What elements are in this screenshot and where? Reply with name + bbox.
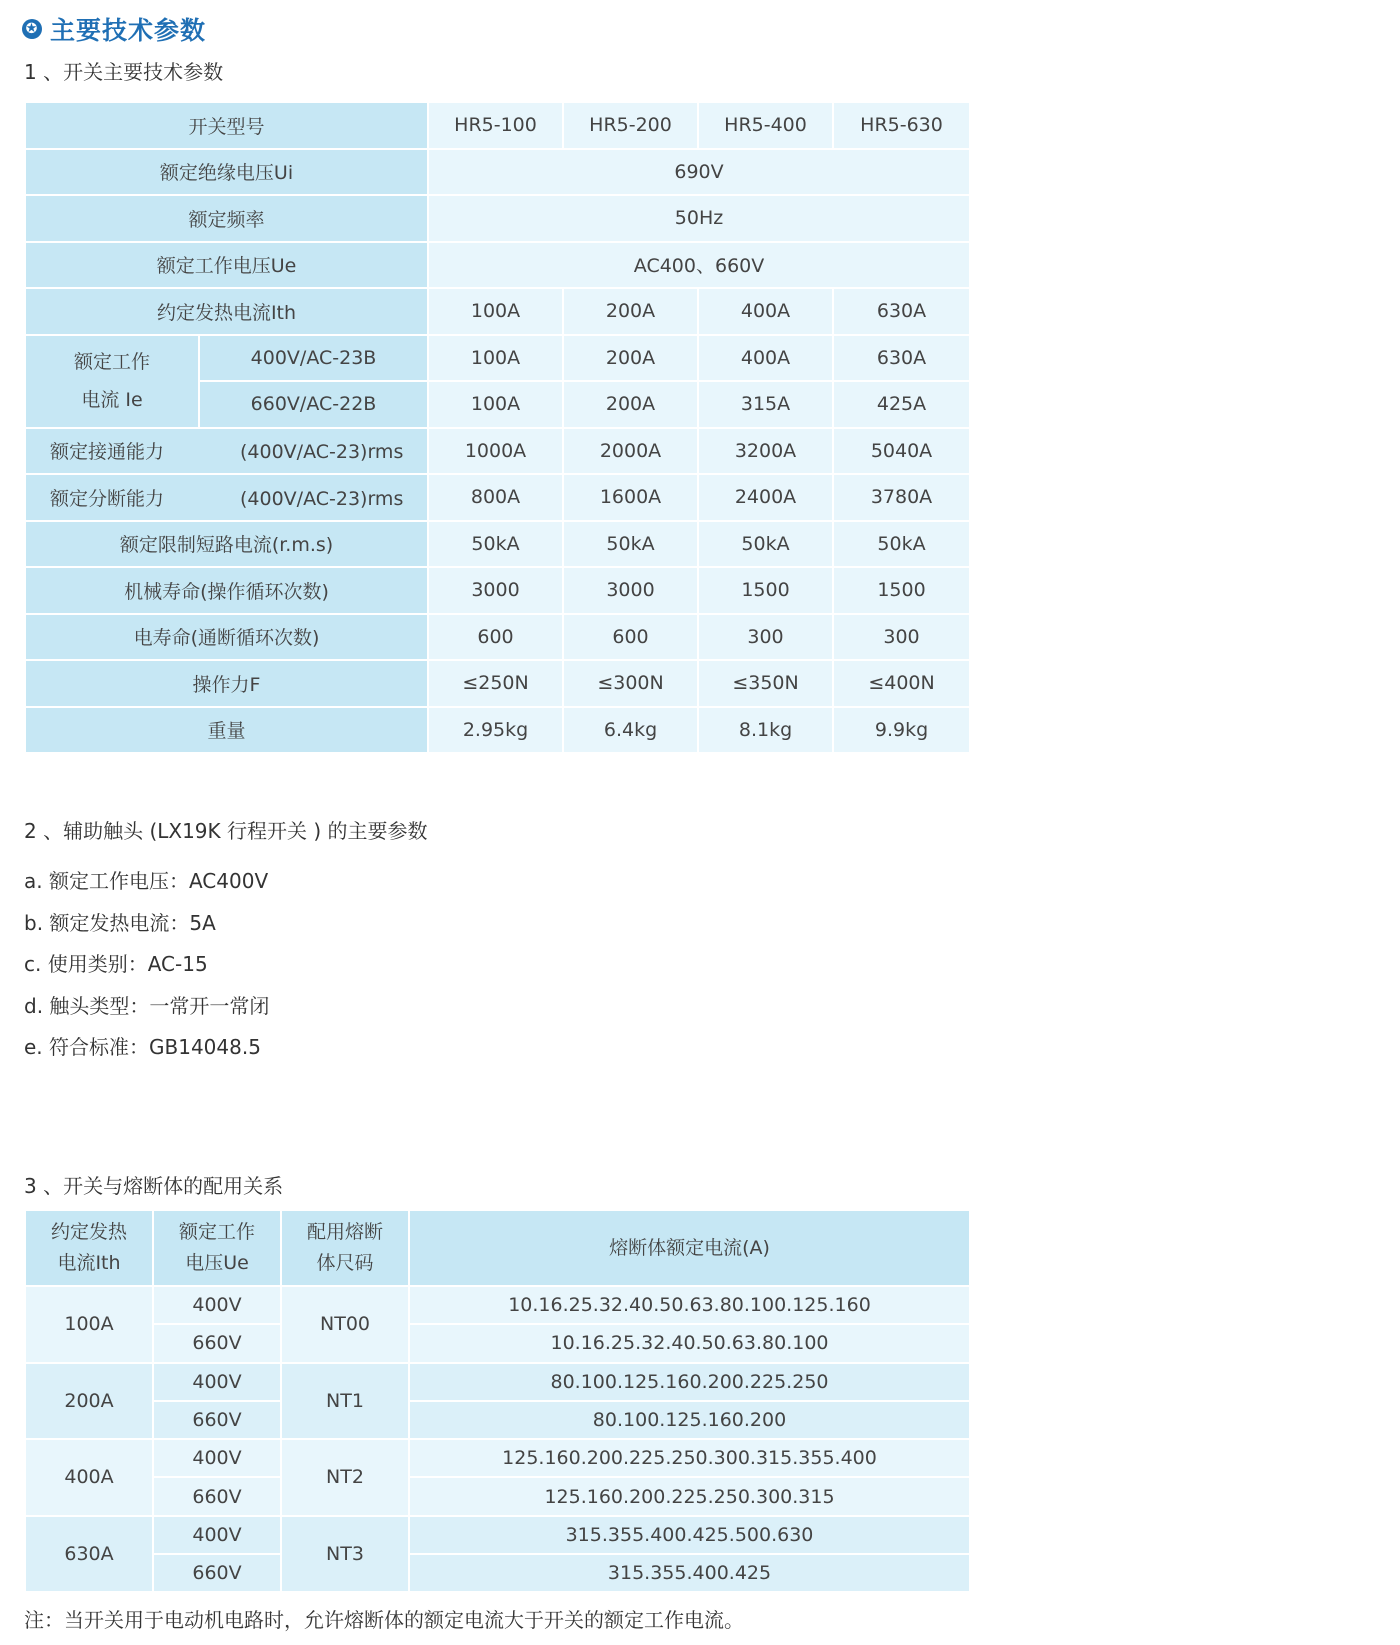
row-voltage: 660V [153, 1554, 281, 1592]
header-ith-line1: 约定发热 [50, 1221, 127, 1243]
table-row [25, 1554, 970, 1592]
group-fuse-size: NT2 [281, 1439, 409, 1516]
table-row [25, 1477, 970, 1515]
cell-value: 630A [833, 335, 970, 382]
group-fuse-size: NT00 [281, 1286, 409, 1363]
fuse-matching-table [24, 1209, 971, 1593]
cell-value: ≤350N [698, 660, 833, 707]
model-name: HR5-400 [698, 102, 833, 149]
table-row [25, 149, 970, 196]
aux-contact-list [24, 861, 269, 1069]
table-row [25, 242, 970, 289]
table-row [25, 614, 970, 661]
table-row [25, 335, 970, 382]
cell-value: 630A [833, 288, 970, 335]
section2-title: 2 、辅助触头 (LX19K 行程开关 ) 的主要参数 [24, 819, 428, 843]
row-label: 重量 [25, 707, 428, 754]
row-currents: 10.16.25.32.40.50.63.80.100.125.160 [409, 1286, 970, 1324]
header-size-line2: 体尺码 [316, 1252, 374, 1274]
row-voltage: 400V [153, 1286, 281, 1324]
cell-value: 100A [428, 288, 563, 335]
cell-value: 8.1kg [698, 707, 833, 754]
list-item: e. 符合标准：GB14048.5 [24, 1035, 261, 1059]
main-spec-table [24, 101, 971, 754]
cell-value: 5040A [833, 428, 970, 475]
section-heading [22, 12, 206, 46]
row-voltage: 660V [153, 1401, 281, 1439]
section3-title: 3 、开关与熔断体的配用关系 [24, 1174, 284, 1198]
making-cond: (400V/AC-23)rms [240, 441, 404, 464]
header-ue-line2: 电压Ue [185, 1252, 249, 1274]
table-row [25, 567, 970, 614]
table-row [25, 521, 970, 568]
table-row [25, 288, 970, 335]
group-ith: 200A [25, 1363, 153, 1440]
header-ue-line1: 额定工作 [178, 1221, 255, 1243]
table-row [25, 707, 970, 754]
row-label: 机械寿命(操作循环次数) [25, 567, 428, 614]
table-row [25, 1324, 970, 1362]
row-label: 额定绝缘电压Ui [25, 149, 428, 196]
cell-value: ≤300N [563, 660, 698, 707]
cell-value: 2400A [698, 474, 833, 521]
row-voltage: 400V [153, 1363, 281, 1401]
cell-value: 50kA [833, 521, 970, 568]
cell-value: AC400、660V [428, 242, 970, 289]
group-ith: 630A [25, 1516, 153, 1593]
table-row [25, 102, 970, 149]
group-ith: 400A [25, 1439, 153, 1516]
cell-value: ≤400N [833, 660, 970, 707]
row-currents: 125.160.200.225.250.300.315 [409, 1477, 970, 1515]
cell-value: 300 [698, 614, 833, 661]
group-ith: 100A [25, 1286, 153, 1363]
table-row [25, 428, 970, 475]
row-currents: 80.100.125.160.200 [409, 1401, 970, 1439]
cell-value: 800A [428, 474, 563, 521]
cell-value: 1000A [428, 428, 563, 475]
section1-title: 1 、开关主要技术参数 [24, 60, 224, 84]
header-fuse-size [281, 1210, 409, 1286]
list-item: c. 使用类别：AC-15 [24, 952, 208, 976]
cell-value: 100A [428, 335, 563, 382]
list-item: b. 额定发热电流：5A [24, 910, 216, 935]
cell-value: 200A [563, 335, 698, 382]
header-rated-current: 熔断体额定电流(A) [409, 1210, 970, 1286]
row-sublabel: 660V/AC-22B [199, 381, 428, 428]
row-label: 额定工作电压Ue [25, 242, 428, 289]
header-ith [25, 1210, 153, 1286]
table-row [25, 1401, 970, 1439]
row-label: 额定限制短路电流(r.m.s) [25, 521, 428, 568]
heading-title: 主要技术参数 [50, 16, 207, 45]
row-label: 电寿命(通断循环次数) [25, 614, 428, 661]
row-label: 操作力F [25, 660, 428, 707]
row-currents: 315.355.400.425 [409, 1554, 970, 1592]
cell-value: 50kA [698, 521, 833, 568]
cell-value: 1600A [563, 474, 698, 521]
row-voltage: 660V [153, 1477, 281, 1515]
table-row [25, 660, 970, 707]
cell-value: 6.4kg [563, 707, 698, 754]
cell-value: 400A [698, 335, 833, 382]
cell-value: 690V [428, 149, 970, 196]
table-row [25, 195, 970, 242]
cell-value: 50kA [428, 521, 563, 568]
model-name: HR5-100 [428, 102, 563, 149]
table-row [25, 1363, 970, 1401]
breaking-cond: (400V/AC-23)rms [240, 487, 404, 510]
cell-value: 100A [428, 381, 563, 428]
model-name: HR5-200 [563, 102, 698, 149]
row-label [25, 474, 428, 521]
table-row [25, 1286, 970, 1324]
cell-value: 1500 [698, 567, 833, 614]
cell-value: 1500 [833, 567, 970, 614]
cell-value: 425A [833, 381, 970, 428]
cell-value: 315A [698, 381, 833, 428]
cell-value: 3000 [428, 567, 563, 614]
header-size-line1: 配用熔断 [306, 1221, 383, 1243]
cell-value: 9.9kg [833, 707, 970, 754]
breaking-label: 额定分断能力 [50, 487, 165, 510]
group-fuse-size: NT1 [281, 1363, 409, 1440]
making-label: 额定接通能力 [50, 441, 165, 464]
footnote: 注：当开关用于电动机电路时，允许熔断体的额定电流大于开关的额定工作电流。 [24, 1608, 744, 1632]
rated-current-label [25, 335, 199, 428]
row-label [25, 428, 428, 475]
row-sublabel: 400V/AC-23B [199, 335, 428, 382]
table-row [25, 1439, 970, 1477]
header-ith-line2: 电流Ith [57, 1252, 121, 1274]
cell-value: 50Hz [428, 195, 970, 242]
row-voltage: 400V [153, 1439, 281, 1477]
cell-value: 3200A [698, 428, 833, 475]
cell-value: ≤250N [428, 660, 563, 707]
cell-value: 2.95kg [428, 707, 563, 754]
cell-value: 600 [563, 614, 698, 661]
cell-value: 200A [563, 381, 698, 428]
rated-current-label-line1: 额定工作 [73, 351, 150, 373]
cell-value: 200A [563, 288, 698, 335]
table-row [25, 1516, 970, 1554]
row-currents: 10.16.25.32.40.50.63.80.100 [409, 1324, 970, 1362]
model-name: HR5-630 [833, 102, 970, 149]
model-header-label: 开关型号 [25, 102, 428, 149]
cell-value: 3000 [563, 567, 698, 614]
rated-current-label-line2: 电流 Ie [81, 389, 143, 411]
row-currents: 315.355.400.425.500.630 [409, 1516, 970, 1554]
group-fuse-size: NT3 [281, 1516, 409, 1593]
cell-value: 2000A [563, 428, 698, 475]
row-voltage: 660V [153, 1324, 281, 1362]
table-header-row [25, 1210, 970, 1286]
cell-value: 3780A [833, 474, 970, 521]
row-voltage: 400V [153, 1516, 281, 1554]
row-label: 额定频率 [25, 195, 428, 242]
cell-value: 50kA [563, 521, 698, 568]
star-icon: ✪ [22, 19, 42, 39]
row-currents: 80.100.125.160.200.225.250 [409, 1363, 970, 1401]
cell-value: 600 [428, 614, 563, 661]
list-item: a. 额定工作电压：AC400V [24, 869, 269, 893]
cell-value: 300 [833, 614, 970, 661]
cell-value: 400A [698, 288, 833, 335]
row-label: 约定发热电流Ith [25, 288, 428, 335]
header-ue [153, 1210, 281, 1286]
list-item: d. 触头类型：一常开一常闭 [24, 993, 270, 1018]
table-row [25, 474, 970, 521]
row-currents: 125.160.200.225.250.300.315.355.400 [409, 1439, 970, 1477]
